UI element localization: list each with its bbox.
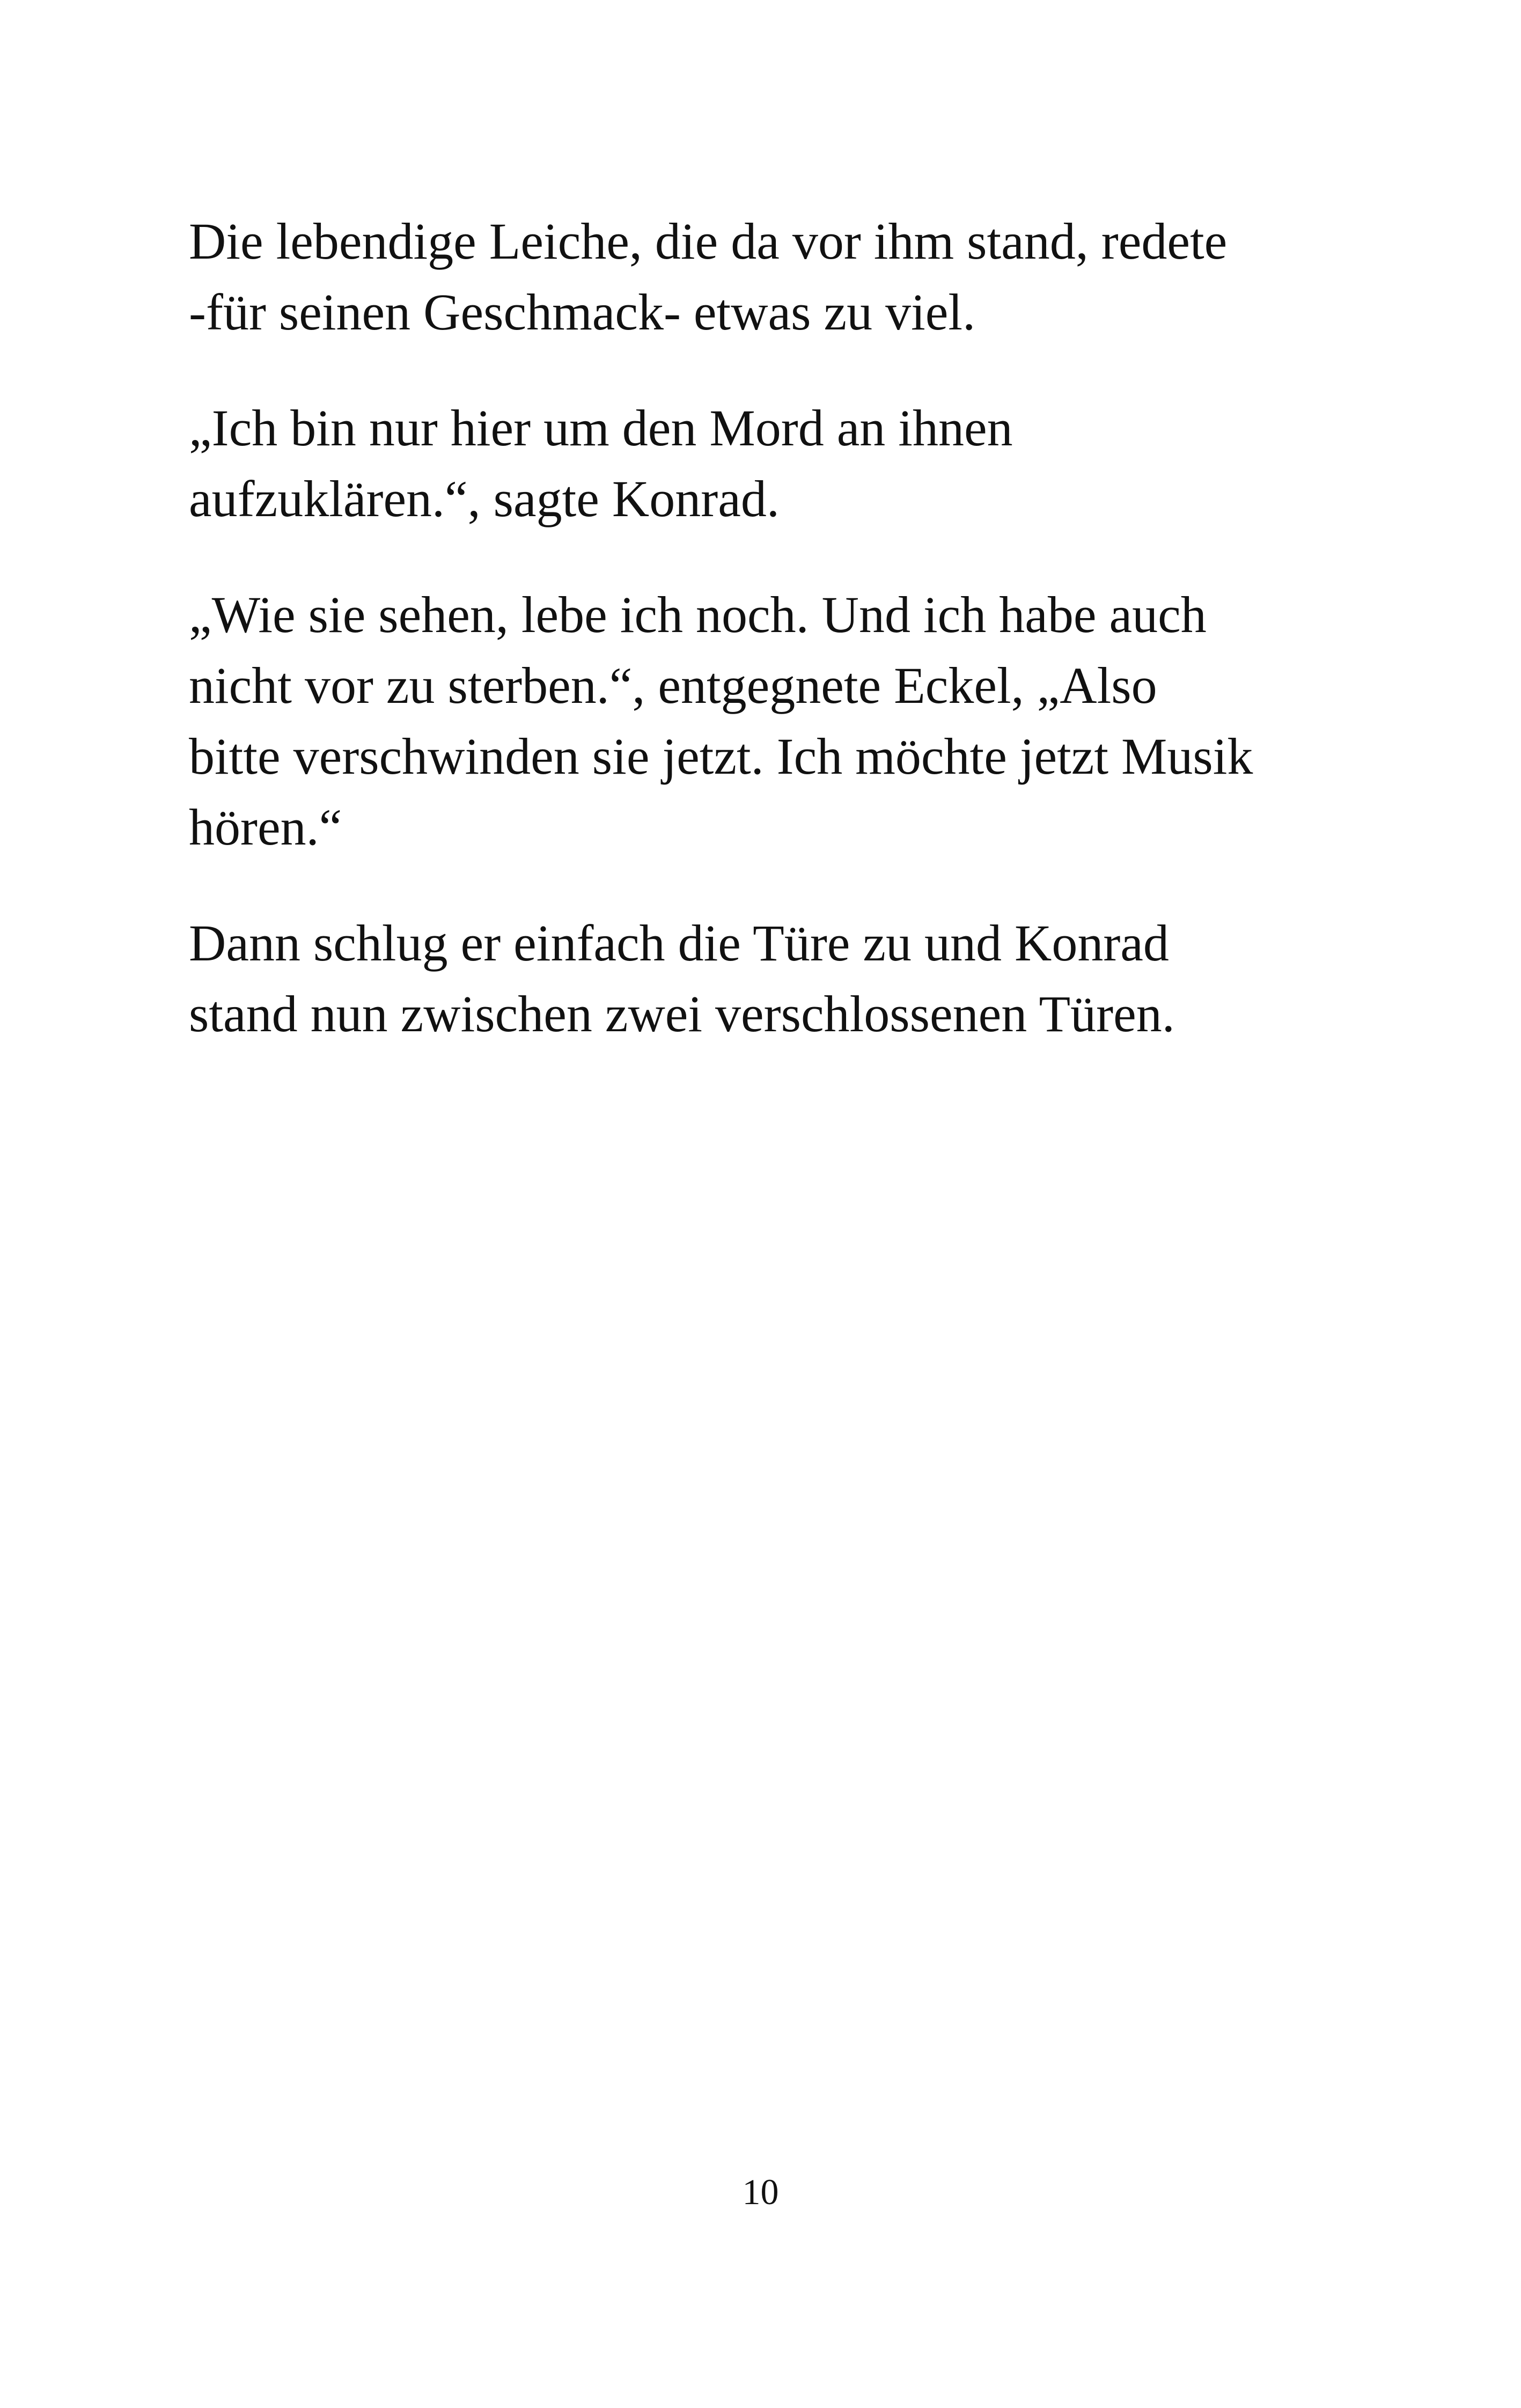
paragraph-2 <box>189 393 1369 534</box>
text-line: Dann schlug er einfach die Türe zu und Konrad <box>189 914 1169 972</box>
text-line: „Ich bin nur hier um den Mord an ihnen <box>189 399 1013 457</box>
text-line: -für seinen Geschmack- etwas zu viel. <box>189 283 976 341</box>
body-text <box>189 206 1369 1095</box>
text-line: aufzuklären.“, sagte Konrad. <box>189 470 780 527</box>
text-line: stand nun zwischen zwei verschlossenen Türen. <box>189 985 1175 1043</box>
page-number: 10 <box>742 2171 779 2212</box>
text-line: hören.“ <box>189 798 342 856</box>
paragraph-1 <box>189 206 1369 348</box>
text-line: nicht vor zu sterben.“, entgegnete Eckel, „Also <box>189 657 1157 714</box>
text-line: Die lebendige Leiche, die da vor ihm stand, redete <box>189 212 1228 270</box>
paragraph-4 <box>189 908 1369 1049</box>
text-line: bitte verschwinden sie jetzt. Ich möchte jetzt Musik <box>189 728 1253 785</box>
text-line: „Wie sie sehen, lebe ich noch. Und ich habe auch <box>189 586 1207 643</box>
paragraph-3 <box>189 579 1369 863</box>
